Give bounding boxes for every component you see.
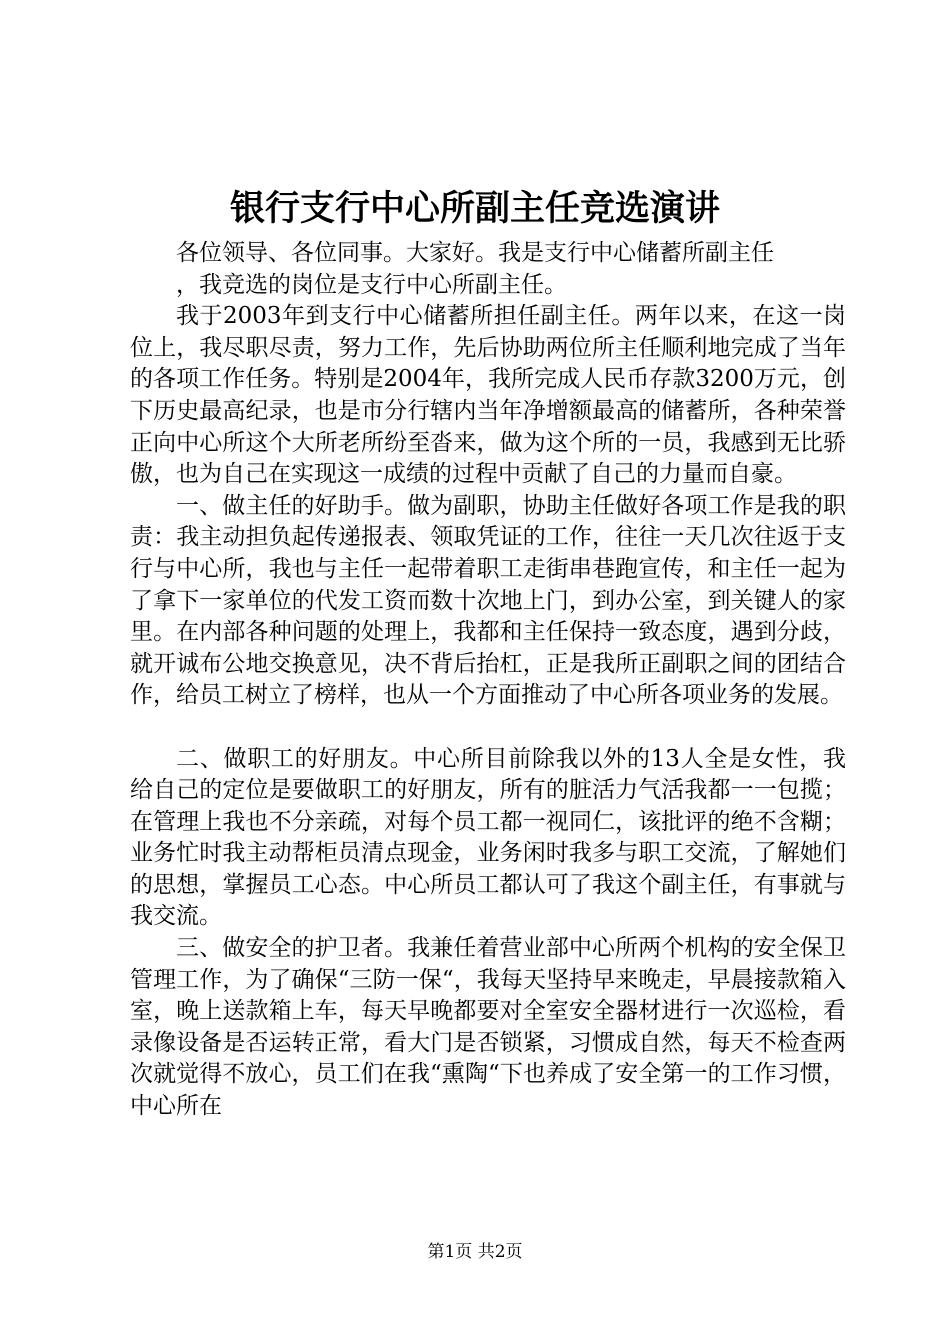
paragraph-point-three: 三、做安全的护卫者。我兼任着营业部中心所两个机构的安全保卫管理工作，为了确保“三防一保“，我每天坚持早来晚走，早晨接款箱入室，晚上送款箱上车，每天早晚都要对全室安全器材进行一次巡检，看录像设备是否运转正常，看大门是否锁紧，习惯成自然，每天不检查两次就觉得不放心，员工们在我“熏陶“下也养成了安全第一的工作习惯，中心所在: [130, 935, 846, 1120]
paragraph-point-one: 一、做主任的好助手。做为副职，协助主任做好各项工作是我的职责：我主动担负起传递报表、领取凭证的工作，往往一天几次往返于支行与中心所，我也与主任一起带着职工走街串巷跑宣传，和主任一起为了拿下一家单位的代发工资而数十次地上门，到办公室，到关键人的家里。在内部各种问题的处理上，我都和主任保持一致态度，遇到分歧，就开诚布公地交换意见，决不背后抬杠，正是我所正副职之间的团结合作，给员工树立了榜样，也从一个方面推动了中心所各项业务的发展。: [130, 492, 846, 709]
paragraph-point-two: 二、做职工的好朋友。中心所目前除我以外的13人全是女性，我给自己的定位是要做职工的好朋友，所有的脏活力气活我都一一包揽；在管理上我也不分亲疏，对每个员工都一视同仁，该批评的绝不含糊；业务忙时我主动帮柜员清点现金，业务闲时我多与职工交流，了解她们的思想，掌握员工心态。中心所员工都认可了我这个副主任，有事就与我交流。: [130, 745, 846, 930]
document-body: [130, 238, 846, 1123]
paragraph-position: ，我竞选的岗位是支行中心所副主任。: [176, 271, 567, 298]
page-footer: 第1页 共2页: [427, 1242, 523, 1262]
paragraph-background: 我于2003年到支行中心储蓄所担任副主任。两年以来，在这一岗位上，我尽职尽责，努力工作，先后协助两位所主任顺利地完成了当年的各项工作任务。特别是2004年，我所完成人民币存款3200万元，创下历史最高纪录，也是市分行辖内当年净增额最高的储蓄所，各种荣誉正向中心所这个大所老所纷至沓来，做为这个所的一员，我感到无比骄傲，也为自己在实现这一成绩的过程中贡献了自己的力量而自豪。: [130, 303, 846, 488]
paragraph-greeting: 各位领导、各位同事。大家好。我是支行中心储蓄所副主任: [176, 240, 774, 266]
document-title: 银行支行中心所副主任竞选演讲: [229, 188, 720, 229]
